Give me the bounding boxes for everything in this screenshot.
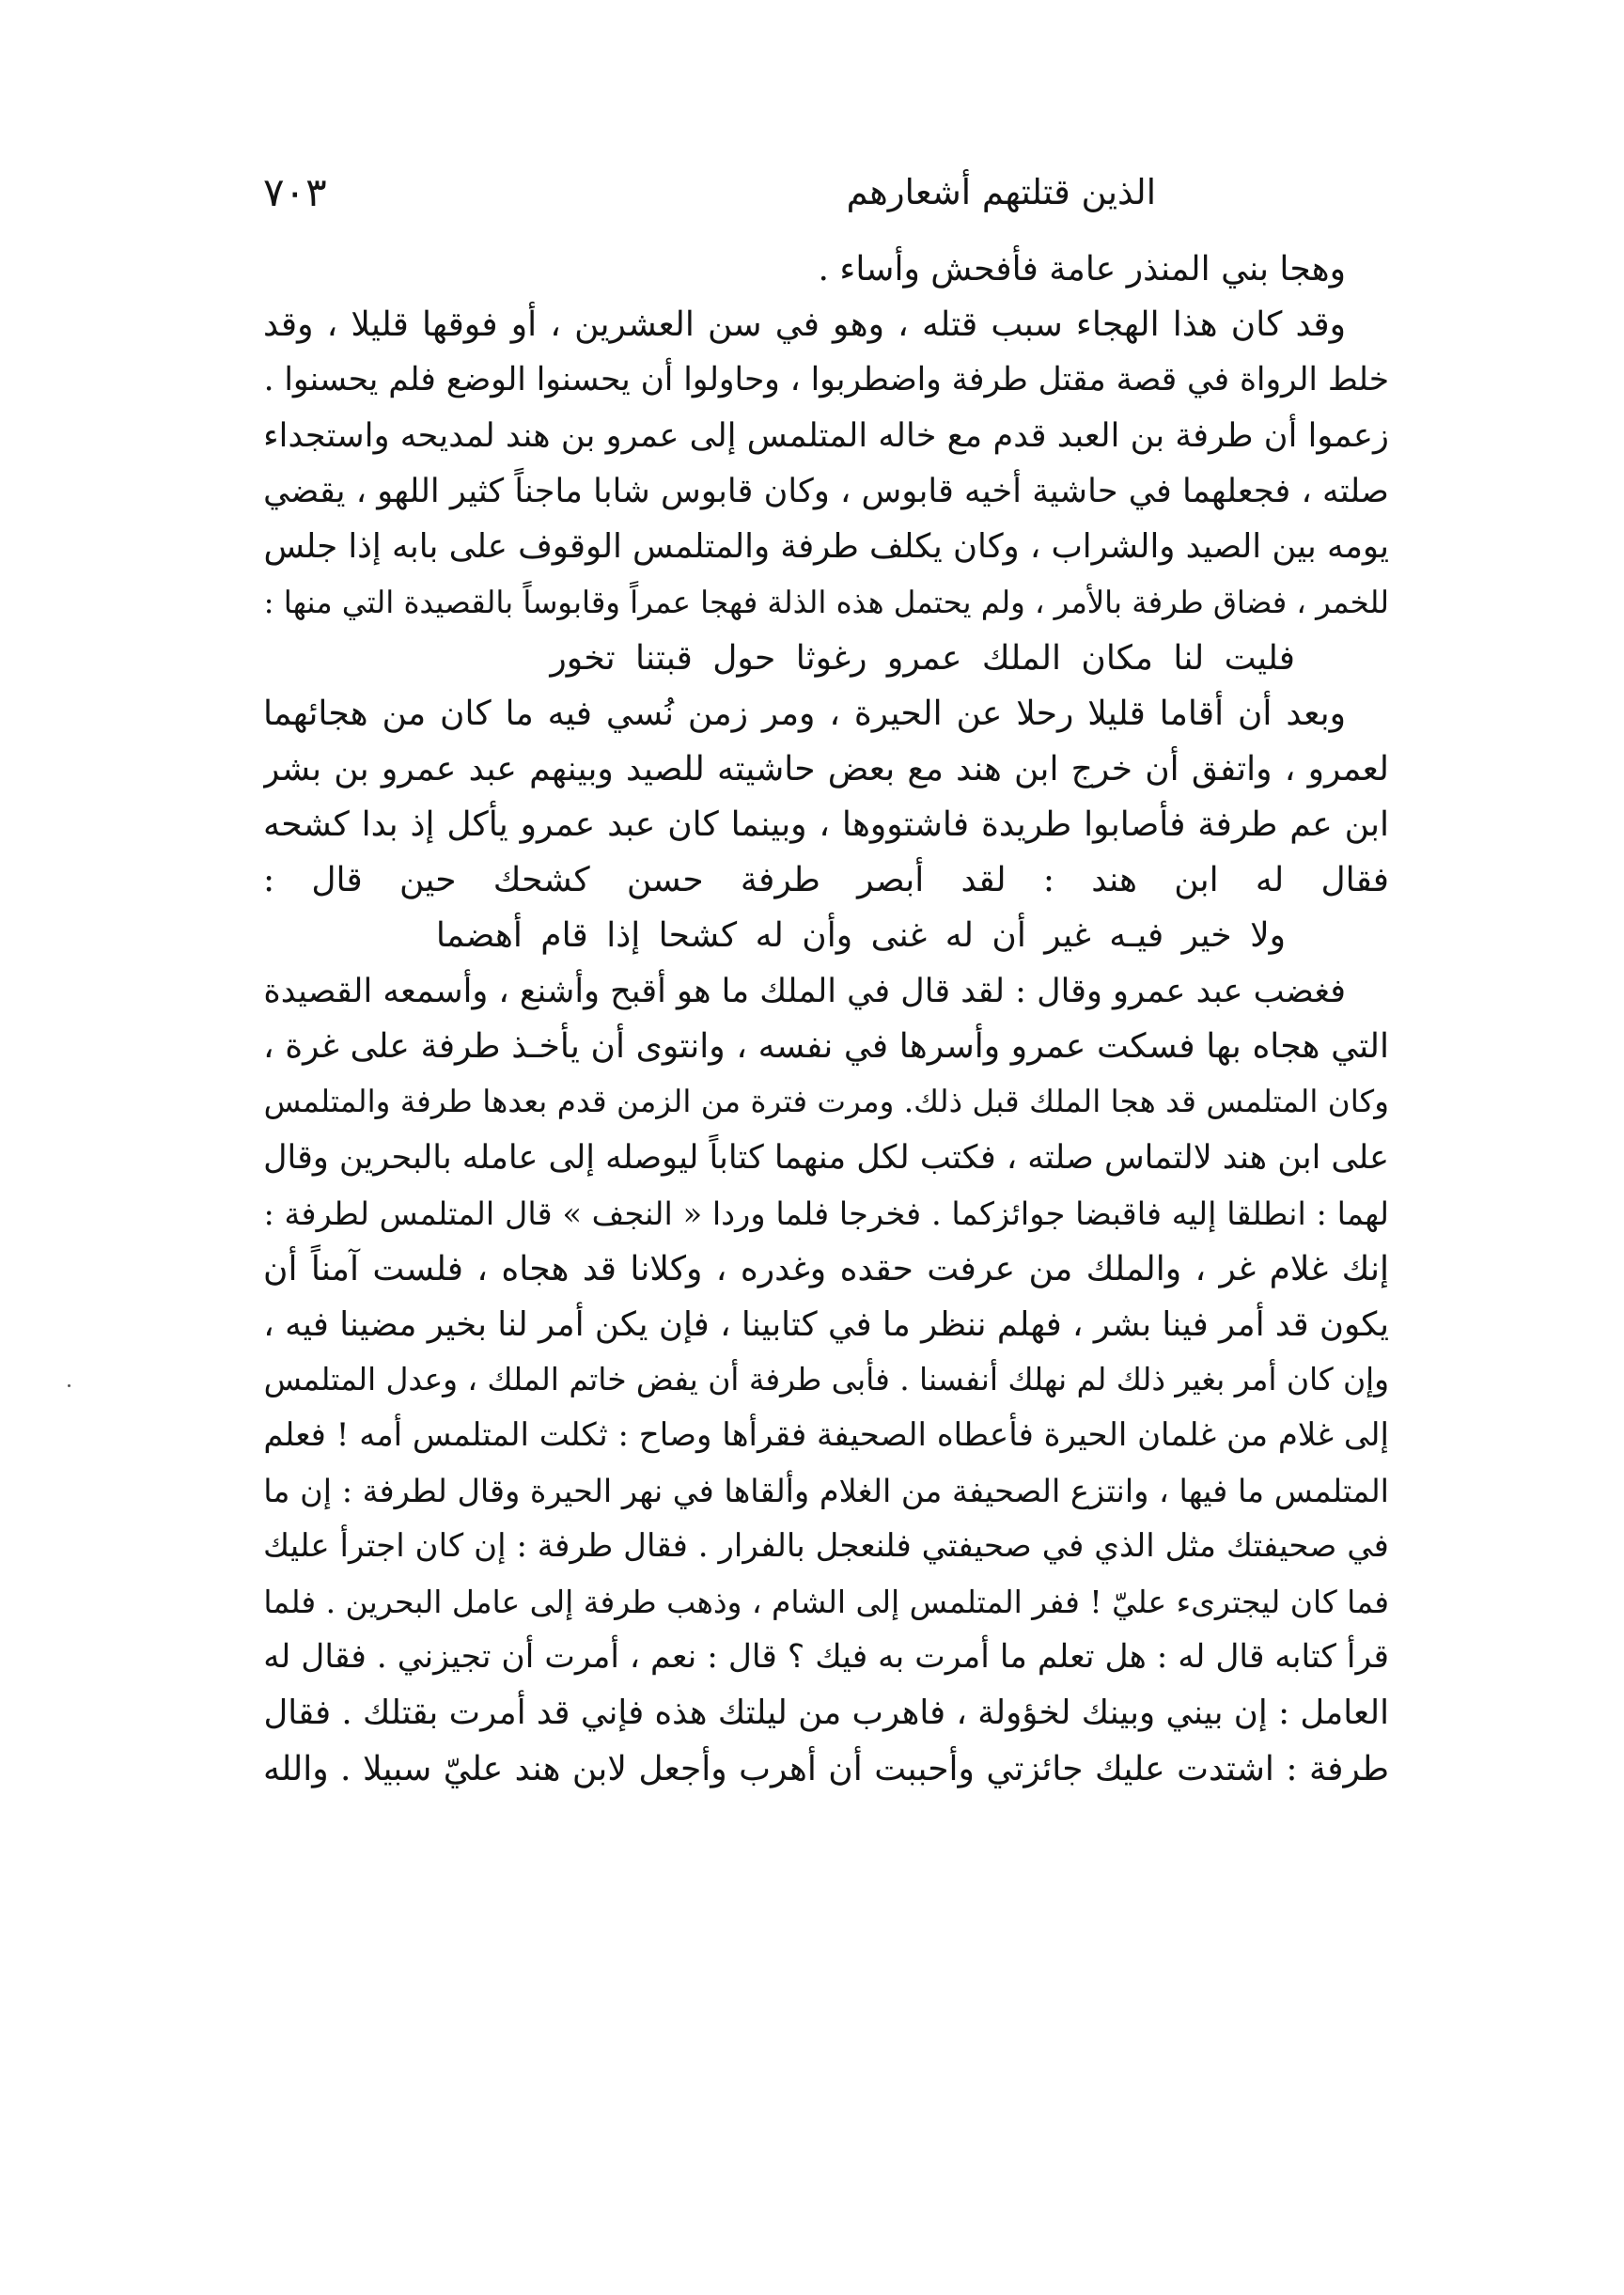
text-line: العامل : إن بيني وبينك لخؤولة ، فاهرب من ليلتك هذه فإني قد أمرت بقتلك . فقال	[263, 1694, 1389, 1733]
text-line: يومه بين الصيد والشراب ، وكان يكلف طرفة والمتلمس الوقوف على بابه إذا جلس	[263, 527, 1389, 567]
text-line: وكان المتلمس قد هجا الملك قبل ذلك. ومرت فترة من الزمن قدم بعدها طرفة والمتلمس	[263, 1084, 1389, 1120]
text-line: للخمر ، فضاق طرفة بالأمر ، ولم يحتمل هذه الذلة فهجا عمراً وقابوساً بالقصيدة التي منها :	[263, 584, 1389, 620]
text-line: في صحيفتك مثل الذي في صحيفتي فلنعجل بالفرار . فقال طرفة : إن كان اجترأ عليك	[263, 1527, 1389, 1566]
text-line: قرأ كتابه قال له : هل تعلم ما أمرت به فيك ؟ قال : نعم ، أمرت أن تجيزني . فقال له	[263, 1638, 1389, 1677]
text-line: فغضب عبد عمرو وقال : لقد قال في الملك ما هو أقبح وأشنع ، وأسمعه القصيدة	[263, 972, 1346, 1011]
text-line: صلته ، فجعلهما في حاشية أخيه قابوس ، وكان قابوس شابا ماجناً كثير اللهو ، يقضي	[263, 472, 1389, 511]
text-line: خلط الرواة في قصة مقتل طرفة واضطربوا ، وحاولوا أن يحسنوا الوضع فلم يحسنوا .	[263, 361, 1389, 399]
text-line: وإن كان أمر بغير ذلك لم نهلك أنفسنا . فأبى طرفة أن يفض خاتم الملك ، وعدل المتلمس	[263, 1361, 1389, 1397]
text-line: إلى غلام من غلمان الحيرة فأعطاه الصحيفة فقرأها وصاح : ثكلت المتلمس أمه ! فعلم	[263, 1415, 1389, 1454]
text-line: المتلمس ما فيها ، وانتزع الصحيفة من الغلام وألقاها في نهر الحيرة وقال لطرفة : إن ما	[263, 1473, 1389, 1510]
text-line: فما كان ليجترىء عليّ ! ففر المتلمس إلى الشام ، وذهب طرفة إلى عامل البحرين . فلما	[263, 1584, 1389, 1621]
text-line: إنك غلام غر ، والملك من عرفت حقده وغدره ، وكلانا قد هجاه ، فلست آمناً أن	[263, 1249, 1389, 1288]
page-number: ٧٠٣	[263, 169, 327, 215]
text-line: يكون قد أمر فينا بشر ، فهلم ننظر ما في كتابينا ، فإن يكن أمر لنا بخير مضينا فيه ،	[263, 1304, 1389, 1344]
text-line: لهما : انطلقا إليه فاقبضا جوائزكما . فخرجا فلما وردا « النجف » قال المتلمس لطرفة :	[263, 1194, 1389, 1232]
text-line: زعموا أن طرفة بن العبد قدم مع خاله المتلمس إلى عمرو بن هند لمديحه واستجداء	[263, 416, 1389, 456]
text-line: طرفة : اشتدت عليك جائزتي وأحببت أن أهرب وأجعل لابن هند عليّ سبيلا . والله	[263, 1749, 1389, 1788]
text-line: لعمرو ، واتفق أن خرج ابن هند مع بعض حاشيته للصيد وبينهم عبد عمرو بن بشر	[263, 749, 1389, 788]
text-line: فقال له ابن هند : لقد أبصر طرفة حسن كشحك حين قال :	[263, 861, 1389, 900]
scan-dot-mark	[68, 1384, 70, 1387]
running-title: الذين قتلتهم أشعارهم	[846, 172, 1156, 212]
poem-verse: فليت لنا مكان الملك عمرو رغوثا حول قبتنا تخور	[550, 638, 1295, 678]
text-line: وقد كان هذا الهجاء سبب قتله ، وهو في سن العشرين ، أو فوقها قليلا ، وقد	[263, 305, 1346, 345]
body-text	[263, 242, 1389, 1797]
text-line: على ابن هند لالتماس صلته ، فكتب لكل منهما كتاباً ليوصله إلى عامله بالبحرين وقال	[263, 1138, 1389, 1177]
text-line: وهجا بني المنذر عامة فأفحش وأساء .	[818, 250, 1346, 289]
text-line: وبعد أن أقاما قليلا رحلا عن الحيرة ، ومر زمن نُسي فيه ما كان من هجائهما	[263, 694, 1346, 733]
text-line: ابن عم طرفة فأصابوا طريدة فاشتووها ، وبينما كان عبد عمرو يأكل إذ بدا كشحه	[263, 804, 1389, 844]
poem-verse: ولا خير فيـه غير أن له غنى وأن له كشحا إذا قام أهضما	[435, 916, 1286, 956]
text-line: التي هجاه بها فسكت عمرو وأسرها في نفسه ، وانتوى أن يأخـذ طرفة على غرة ،	[263, 1027, 1389, 1067]
page-header	[263, 164, 1438, 221]
